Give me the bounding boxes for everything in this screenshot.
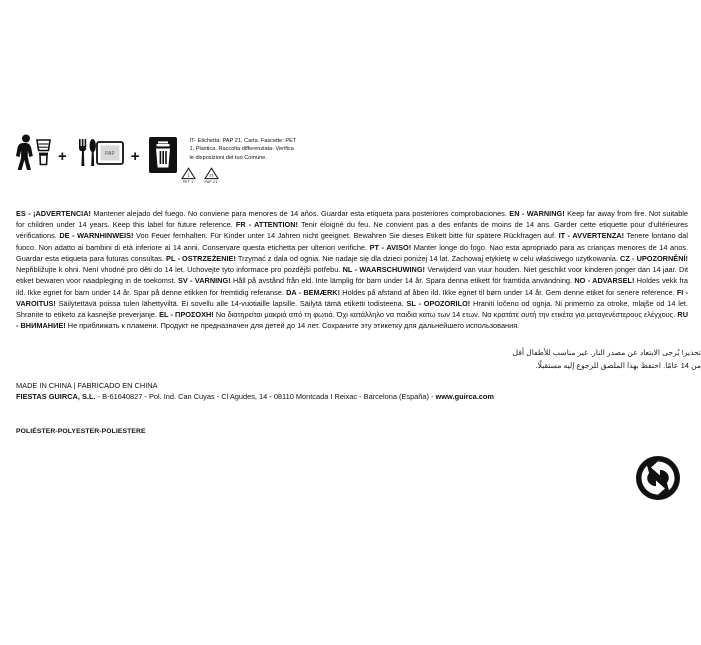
- multilingual-warning-text: ES - ¡ADVERTENCIA! Mantener alejado del fuego. No conviene para menores de 14 años. Guardar esta etiqueta para posteriores comprobaciones. EN - WARNING! Keep far away from fire. Not suitable for children under 14 years. Keep this label for future reference. FR - ATTENTION! Tenir éloigné du feu. Ne convient pas a des enfants de moins de 14 ans. Garder cette etiquette pour d'ultérieures vérifications. DE - WARNHINWEIS! Von Feuer fernhalten. Für Kinder unter 14 Jahren nicht geeignet. Bewahren Sie dieses Etikett bitte für spätere Rückfragen auf. IT - AVVERTENZA! Tenere lontano dal fuoco. Non adatto ai bambini di età inferiore ai 14 anni. Conservare questa etichetta per ulteriori verifiche. PT - AVISO! Manter longe do fogo. Nao esta apropriado para as crianças menores de 14 anos. Guardar esta etiqueta para futuras consultas. PL - OSTRZEŻENIE! Trzymać z dala od ognia. Nie nadaje się dla dzieci poniżej 14 lat. Zachowaj etykietę w celu właściwego uzytkowania. CZ - UPOZORNĚNÍ! Nepřibližujte k ohni. Není vhodné pro děti do 14 let. Uchovejte tyto informace pro pozdější potřebu. NL - WAARSCHUWING! Verwijderd van vuur houden. Niet geschikt voor kinderen jonger dan 14 jaar. Dit etiket bewaren voor naadpleging in de toekomst. SV - VARNING! Håll på avstånd från eld. Inte lämplig för barn under 14 år. Spara denna etikett för framtida användning. NO - ADVARSEL! Holdes vekk fra ild. Ikke egnet for barn under 14 år. Spar på denne etikken for fremtidig referanse. DA - BEMÆRK! Holdes på afstand af åben ild. Ikke egnet til børn under 14 år. Gem denne etiket for senere reference. FI - VAROITUS! Säilytettävä poissa tulen lähettyviltä. Ei sovellu alle 14-vuotiaille lapsille. Säilytä tämä etiketti todisteena. SL - OPOZORILO! Hraniti ločeno od ognja. Ni primerno za otroke, mlajše od 14 let. Shranite to etiketo za kasnejše preverjanje. EL - ΠΡΟΣΟΧΗ! Να διατηρείται μακριά από τη φωτιά. Όχι κατάλληλο να παιδια κατω των 14 ετων. Να κρατάτε αυτή την ετικέτα για μεταγενέστερους ελέγχους. RU - ВНИМАНИЕ! Не приближать к пламени. Продукт не предназначен для детей до 14 лет. Сохраните эту этикетку для дальнейшего использования.: [16, 209, 689, 331]
- disposal-pictogram-group: [16, 133, 52, 173]
- green-dot-recycling-icon: [635, 455, 681, 501]
- pet-triangle-label: PET 1: [182, 180, 194, 185]
- svg-text:1: 1: [186, 172, 190, 178]
- company-line: [16, 391, 494, 403]
- utensils-plate-group: [73, 133, 125, 173]
- svg-text:21: 21: [208, 172, 214, 178]
- pet-triangle-icon: [181, 167, 196, 180]
- person-bin-icon: [16, 133, 52, 173]
- material-line: POLIÉSTER-POLYESTER-POLIESTERE: [16, 428, 146, 435]
- plus-symbol: +: [58, 148, 67, 166]
- material-triangles: [181, 167, 298, 184]
- plus-symbol-2: +: [130, 148, 140, 166]
- svg-text:PAP: PAP: [104, 151, 115, 157]
- plate-icon: [95, 133, 125, 173]
- made-in-line: MADE IN CHINA | FABRICADO EN CHINA: [16, 381, 158, 390]
- recycle-info-block: [180, 133, 298, 184]
- pap-triangle-item: [204, 167, 219, 184]
- company-address: - B-61640827 - Pol. Ind. Can Cuyas - Cl Agudes, 14 - 08110 Montcada I Reixac - Barcelona (España) -: [95, 392, 436, 401]
- pet-triangle-item: [181, 167, 196, 184]
- bin-group: [146, 133, 180, 177]
- company-website[interactable]: www.guirca.com: [435, 392, 495, 401]
- recycle-note: IT- Etichetta: PAP 21, Carta. Fascette: PET 1, Plastica. Raccolta differenziata- Verifica le disposizioni del tuo Comune.: [189, 138, 297, 161]
- arabic-warning-line-1: تحذير! يُرجى الابتعاد عن مصدر النار. غير مناسب للأطفال أقل: [512, 348, 701, 357]
- trash-bin-icon: [146, 133, 180, 177]
- pap-triangle-icon: [204, 167, 219, 180]
- pap-triangle-label: PAP 21: [204, 180, 218, 185]
- company-name: FIESTAS GUIRCA, S.L.: [16, 392, 96, 401]
- pictogram-row: [16, 133, 298, 184]
- arabic-warning-line-2: من 14 عامًا. احتفظ بهذا الملصق للرجوع إليه مستقبلًا.: [535, 361, 701, 370]
